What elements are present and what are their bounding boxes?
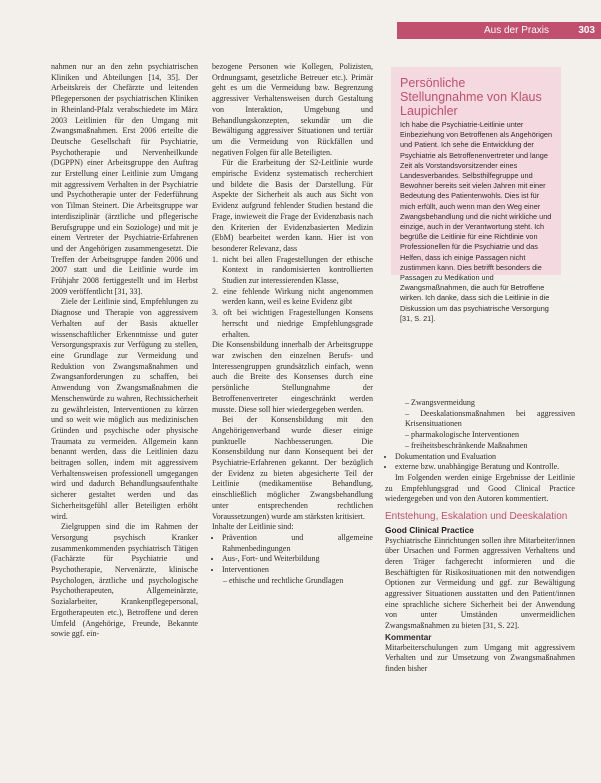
sub-list-label: Zwangsvermeidung bbox=[411, 398, 475, 407]
sub-list bbox=[385, 398, 575, 452]
paragraph: bezogene Personen wie Kollegen, Polizisten, Ordnungsamt, gesetzliche Betreuer etc.). Primär geht es um die Vermeidung bzw. Begrenzung aggressiver Verhaltensweisen durch Gestaltung von Interaktion, Umgebung und Behandlungskonzepten, sekundär um die Bewältigung aggressiver Situationen und tertiär um die Vermeidung von Rückfällen und negativen Folgen für alle Beteiligten. bbox=[212, 62, 373, 157]
gcp-label: Good Clinical Practice bbox=[385, 524, 474, 535]
list-item: 2. eine fehlende Wirkung nicht angenommen werden kann, weil es keine Evidenz gibt bbox=[212, 286, 373, 307]
sub-list-item: – pharmakologische Interventionen bbox=[405, 430, 519, 440]
column-right bbox=[385, 398, 575, 675]
sub-list-label: pharmakologische Interventionen bbox=[411, 430, 519, 440]
list-item: 1. nicht bei allen Fragestellungen der ethische Kontext in randomisierten kontrollierten Studien zur interessierenden Klasse, bbox=[212, 254, 373, 286]
sub-list-item: – Deeskalationsmaßnahmen bei aggressiven Krisensituationen bbox=[405, 408, 575, 429]
sub-list bbox=[222, 576, 373, 587]
paragraph: Bei der Konsensbildung mit den Angehörigenverband wurde dieser einige punktuelle Nachbesserungen. Die Konsensbildung nur dann Konsequent bei der Psychiatrie-Erfahrenen gekannt. Der bezüglich der Evidenz zu bieten abgesicherte Teil der Leitlinie (medikamentöse Behandlung, einschließlich möglicher Zwangsbehandlung unter entsprechenden rechtlichen Voraussetzungen) wurde am stärksten kritisiert. bbox=[212, 415, 373, 521]
paragraph: Ziele der Leitlinie sind, Empfehlungen zu Diagnose und Therapie von aggressivem Verhalten auf der Basis aktueller wissenschaftlicher Erkenntnisse und guter Versorgungspraxis zur Verfügung zu stellen, eine Grundlage zur Vermeidung und Reduktion von Zwangsmaßnahmen und Zwangsanforderungen zu schaffen, bei Anwendung von Zwangsmaßnahmen die Menschenwürde zu wahren, Rechtssicherheit zu gewährleisten, Interventionen zu kürzen und so weit wie möglich aus medizinischen Gründen und psychische oder physische Traumata zu vermeiden. Allgemein kann benannt werden, dass die Leitlinien dazu beitragen sollen, indem mit aggressivem Verhaltensweisen professionell umgegangen wird und dadurch Behandlungsaufenthalte sicherer gestaltet werden und das Sicherheitsgefühl aller Beteiligten erhöht wird. bbox=[51, 297, 198, 521]
sub-list-item: – Zwangsvermeidung bbox=[405, 398, 475, 407]
section-title: Aus der Praxis bbox=[483, 25, 549, 36]
section-heading: Entstehung, Eskalation und Deeskalation bbox=[385, 511, 568, 523]
sub-list-label: Deeskalationsmaßnahmen bei aggressiven Krisensituationen bbox=[405, 408, 575, 429]
list-item: • Aus-, Fort- und Weiterbildung bbox=[222, 554, 373, 565]
paragraph: Zielgruppen sind die im Rahmen der Versorgung psychisch Kranker zusammenkommenden psychiatrisch Tätigen (Fachärzte für Psychiatrie und Psychotherapie, Nervenärzte, klinische Psychologen, ärztliche und psychologische Psychotherapeuten, Allgemeinärzte, Sozialarbeiter, Krankenpflegepersonal, Ergotherapeuten etc.), Betroffene und deren Umfeld (Angehörige, Freunde, Bekannte sowie ggf. ein- bbox=[51, 522, 198, 639]
list-item: • externe bzw. unabhängige Beratung und Kontrolle. bbox=[395, 462, 575, 473]
paragraph: Die Konsensbildung innerhalb der Arbeitsgruppe war zwischen den einzelnen Berufs- und Interessengruppen grundsätzlich einfach, wenn auch die Breite des Konsenses durch eine persönliche Stellungnahme der Betroffenenvertreter eingeschränkt werden musste. Diese soll hier wiedergegeben werden. bbox=[212, 340, 373, 414]
list-item-label: Interventionen bbox=[222, 565, 269, 575]
page-header bbox=[0, 0, 601, 46]
list-item: 3. oft bei wichtigen Fragestellungen Konsens herrscht und niedrige Empfehlungsgrade erhalten. bbox=[212, 308, 373, 339]
section-band bbox=[397, 22, 601, 39]
box-title: Persönliche Stellungnahme von Klaus Laupichler bbox=[400, 76, 542, 118]
sub-list-item: – ethische und rechtliche Grundlagen bbox=[232, 576, 373, 587]
column-middle bbox=[212, 62, 373, 586]
box-text: Ich habe die Psychiatrie-Leitlinie unter Einbeziehung von Betroffenen als Angehörigen und Patient. Ich sehe die Entwicklung der Psychiatrie als Betroffenenvertreter und lange Zeit als Vorstandsvorsitzender eines Landesverbandes. Selbsthilfegruppe und Bewohner bereits seit vielen Jahren mit einer Bedeutung des Patientenwohls. Dies ist für mich erfüllt, auch wenn man den Weg einer Zwangsbehandlung und die nicht wirkliche und einzige, auch in der Verantwortung steht. Ich begrüße die Leitlinie für eine Richtlinie von Professionellen für die Psychiatrie und das Helfen, dass ich einige Passagen nicht zustimmen kann. Dies betrifft besonders die Passagen zu Medikation und Zwangsmaßnahmen, die auch für Betroffene wirken. Ich danke, dass sich die Leitlinie in die Diskussion um das psychiatrische Versorgung [31, S. 21]. bbox=[400, 120, 553, 323]
bullet-list bbox=[212, 533, 373, 587]
page-number: 303 bbox=[578, 25, 595, 36]
statement-box bbox=[391, 67, 561, 323]
paragraph: Im Folgenden werden einige Ergebnisse der Leitlinie zu Empfehlungsgrad und Good Clinical Practice wiedergegeben und von den Autoren kommentiert. bbox=[385, 472, 575, 504]
list-item bbox=[222, 565, 373, 586]
bullet-list bbox=[385, 452, 575, 473]
numbered-list bbox=[212, 255, 373, 341]
sub-list-label: freiheitsbeschränkende Maßnahmen bbox=[411, 440, 528, 450]
paragraph: nahmen nur an den zehn psychiatrischen Kliniken und Abteilungen [14, 35]. Der Arbeitskreis der Chefärzte und leitenden Pflegepersonen der psychiatrischen Kliniken in Rheinland-Pfalz verabschiedete im März 2003 Leitlinien für den Umgang mit Zwangsmaßnahmen. Erst 2006 erteilte die Deutsche Gesellschaft für Psychiatrie, Psychotherapie und Nervenheilkunde (DGPPN) einer Arbeitsgruppe den Auftrag zur Erstellung einer Leitlinie zum Umgang mit aggressivem Verhalten in der Psychiatrie und Psychotherapie unter der Federführung von Tilman Steinert. Die Arbeitsgruppe war interdisziplinär (ärztliche und pflegerische Berufsgruppe und ein Soziologe) und mit je einem Vertreter der Psychiatrie-Erfahrenen und der Angehörigen zusammengesetzt. Die Treffen der Arbeitsgruppe fanden 2006 und 2007 statt und die Leitlinie wurde im Frühjahr 2008 fertiggestellt und im Herbst 2009 veröffentlicht [31, 33]. bbox=[51, 62, 198, 296]
paragraph: Psychiatrische Einrichtungen sollen ihre Mitarbeiter/innen über Ursachen und Formen aggressiven Verhaltens und deren Träger fachgerecht informieren und die Beschäftigten für Risikosituationen mit den notwendigen Optionen zur Vermeidung und ggf. zur Bewältigung aggressiver Situationen ausstatten und den Patient/innen eine sprachliche sichere Sicherheit bei der Anwendung von unter Umständen unvermeidlichen Zwangsmaßnahmen zu bieten [31, S. 22]. bbox=[385, 535, 575, 631]
sub-list-item: – freiheitsbeschränkende Maßnahmen bbox=[405, 440, 528, 450]
column-left bbox=[51, 62, 198, 640]
paragraph: Inhalte der Leitlinie sind: bbox=[212, 522, 294, 532]
list-item: • Prävention und allgemeine Rahmenbedingungen bbox=[222, 533, 373, 554]
list-item: • Dokumentation und Evaluation bbox=[395, 452, 575, 463]
paragraph: Mitarbeiterschulungen zum Umgang mit aggressivem Verhalten und zur Umsetzung von Zwangsmaßnahmen finden bisher bbox=[385, 642, 575, 673]
comment-label: Kommentar bbox=[385, 631, 432, 642]
paragraph: Für die Erarbeitung der S2-Leitlinie wurde empirische Evidenz systematisch recherchiert und bildete die Basis der Darstellung. Für Aspekte der Sicherheit als auch aus Sicht von Evidenz aufgrund fehlender Studien bestand die Frage, inwieweit die Frage der Evidenzbasis nach den Kriterien der Evidenzbasierten Medizin (EbM) bearbeitet werden kann. Hier ist von besonderer Relevanz, dass bbox=[212, 158, 373, 253]
